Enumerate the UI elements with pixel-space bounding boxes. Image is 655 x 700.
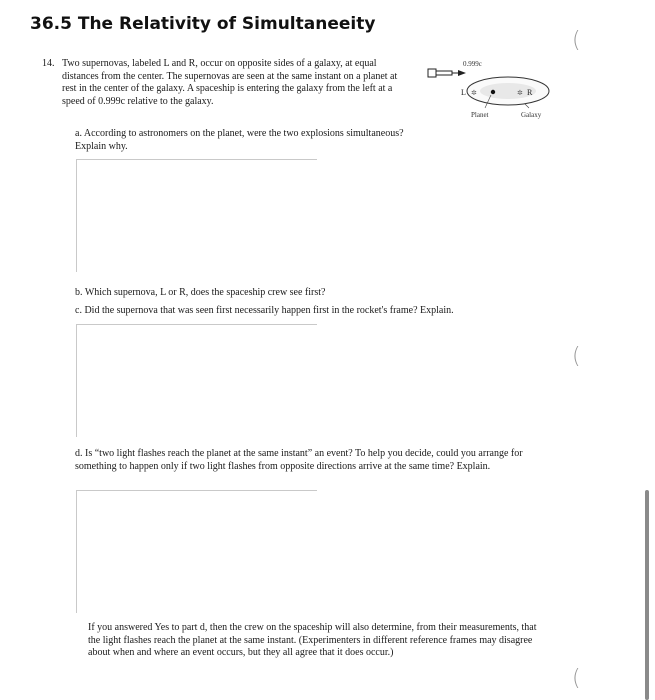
spaceship-icon	[428, 69, 466, 77]
footer-note: If you answered Yes to part d, then the crew on the spaceship will also determine, from their measurements, that the light flashes reach the planet at the same instant. (Experimenters in different reference frames may disagree about when and where an event occurs, but they all agree that it does occur.)	[88, 622, 537, 658]
part-a-question: a. According to astronomers on the planet, were the two explosions simultaneous? Explain why.	[75, 128, 404, 152]
planet-label: Planet	[471, 111, 489, 119]
section-title: 36.5 The Relativity of Simultaneeity	[30, 14, 376, 34]
supernova-r-label: R	[527, 88, 533, 97]
galaxy-label: Galaxy	[521, 111, 542, 119]
problem-statement: Two supernovas, labeled L and R, occur on opposite sides of a galaxy, at equal distances from the center. The supernovas are seen at the same instant on a planet at rest in the center of the galaxy. A spaceship is entering the galaxy from the left at a speed of 0.999c relative to the galaxy.	[62, 58, 398, 107]
galaxy-diagram	[425, 55, 555, 125]
vertical-scrollbar[interactable]	[645, 490, 649, 700]
part-d-answer-box[interactable]	[76, 490, 317, 613]
margin-paren-2[interactable]: (	[572, 344, 581, 369]
margin-paren-1[interactable]: (	[572, 28, 581, 53]
part-b-question: b. Which supernova, L or R, does the spaceship crew see first?	[75, 287, 326, 298]
margin-paren-3[interactable]: (	[572, 666, 581, 691]
planet-dot	[491, 90, 495, 94]
part-d-question: d. Is “two light flashes reach the planet at the same instant” an event? To help you decide, could you arrange for something to happen only if two light flashes from opposite directions arrive at the same time? Explain.	[75, 448, 523, 472]
speed-label: 0.999c	[463, 60, 482, 68]
part-c-question: c. Did the supernova that was seen first necessarily happen first in the rocket's frame? Explain.	[75, 305, 454, 316]
supernova-l-label: L	[461, 88, 466, 97]
supernova-r-icon: ✲	[517, 89, 523, 97]
problem-number: 14.	[42, 58, 55, 69]
part-c-answer-box[interactable]	[76, 324, 317, 437]
supernova-l-icon: ✲	[471, 89, 477, 97]
part-a-answer-box[interactable]	[76, 159, 317, 272]
